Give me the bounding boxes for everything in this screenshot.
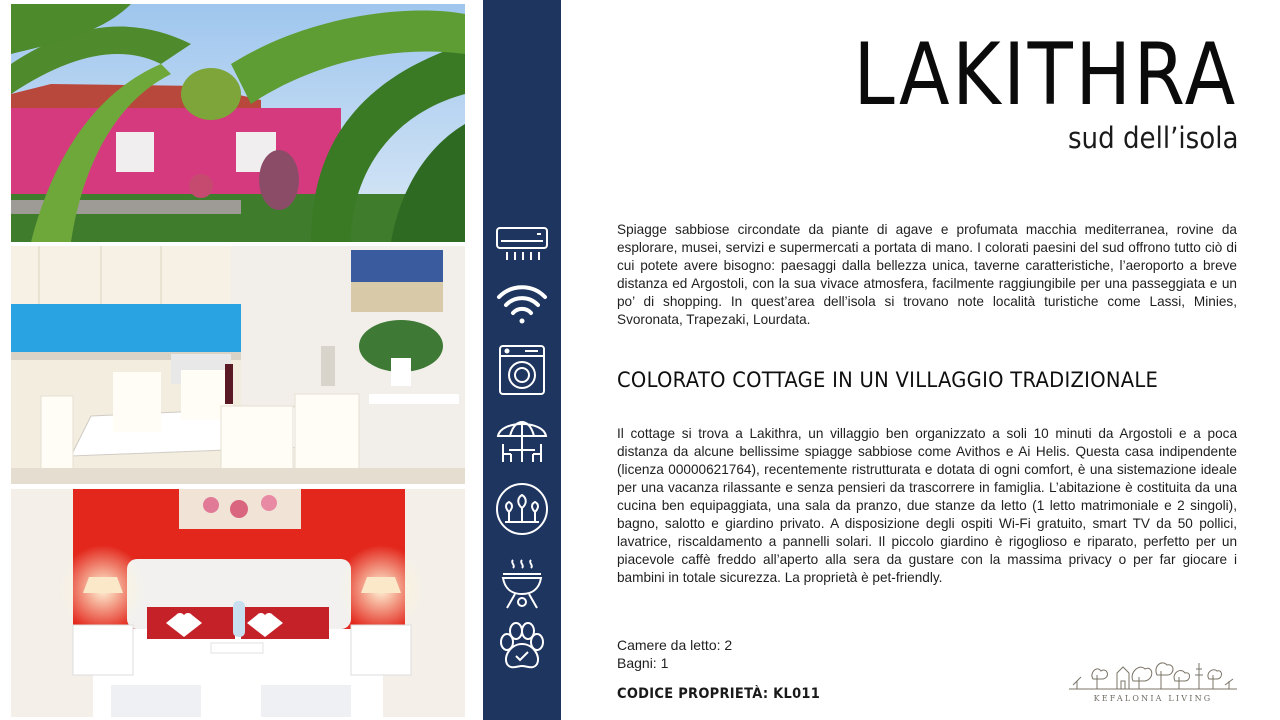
kitchen-dining-photo [11,246,465,484]
page-title: LAKITHRA [853,25,1238,125]
barbecue-icon [495,556,549,610]
description-paragraph: Il cottage si trova a Lakithra, un villaggio ben organizzato a soli 10 minuti da Argostoli e a poca distanza da alcune bellissime spiagge sabbiose come Avithos e Ai Helis. Questa casa indipendente (licenza 00000621764), recentemente ristrutturata e dotata di ogni comfort, è una sistemazione ideale per una vacanza rilassante e senza pensieri da trascorrere in famiglia. L’abitazione è costituita da una cucina ben equipaggiata, una sala da pranzo, due stanze da letto (1 letto matrimoniale e 2 singoli), bagno, salotto e giardino privato. A disposizione degli ospiti Wi-Fi gratuito, smart TV da 50 pollici, lavatrice, riscaldamento a pannelli solari. Il piccolo giardino è rigoglioso e riparato, perfetto per un piacevole caffè freddo all’aperto alla sera da gustare con la massima privacy o per far giocare i bambini in totale sicurezza. La proprietà è pet-friendly. [617,426,1237,585]
bedroom-photo [11,489,465,717]
washing-machine-icon [495,343,549,397]
wifi-icon [495,277,549,331]
section-heading: COLORATO COTTAGE IN UN VILLAGGIO TRADIZIONALE [617,368,1159,392]
property-facts [617,636,732,672]
page-subtitle: sud dell’isola [1067,121,1238,155]
plants-icon [495,482,549,536]
bathrooms-fact: Bagni: 1 [617,655,669,671]
logo-text: KEFALONIA LIVING [1093,694,1213,703]
garden-umbrella-icon [495,412,549,466]
intro-paragraph: Spiagge sabbiose circondate da piante di agave e profumata macchia mediterranea, rovine da esplorare, musei, servizi e supermercati a portata di mano. I colorati paesini del sud offrono tutto ciò di cui potete avere bisogno: paesaggi dalla bellezza unica, taverne caratteristiche, l’aeroporto a breve distanza ed Argostoli, con la sua vivace atmosfera, facilmente raggiungibile per una passeggiata e un po’ di shopping. In quest’area dell’isola si trovano note località turistiche come Lassi, Minies, Svoronata, Trapezaki, Lourdata. [617,222,1237,327]
kefalonia-living-logo [1067,655,1239,707]
garden-house-photo [11,4,465,242]
property-code: CODICE PROPRIETÀ: KL011 [617,686,821,702]
pet-friendly-icon [495,620,549,674]
bedrooms-fact: Camere da letto: 2 [617,637,733,653]
air-conditioner-icon [495,216,549,270]
amenities-strip [483,0,561,720]
